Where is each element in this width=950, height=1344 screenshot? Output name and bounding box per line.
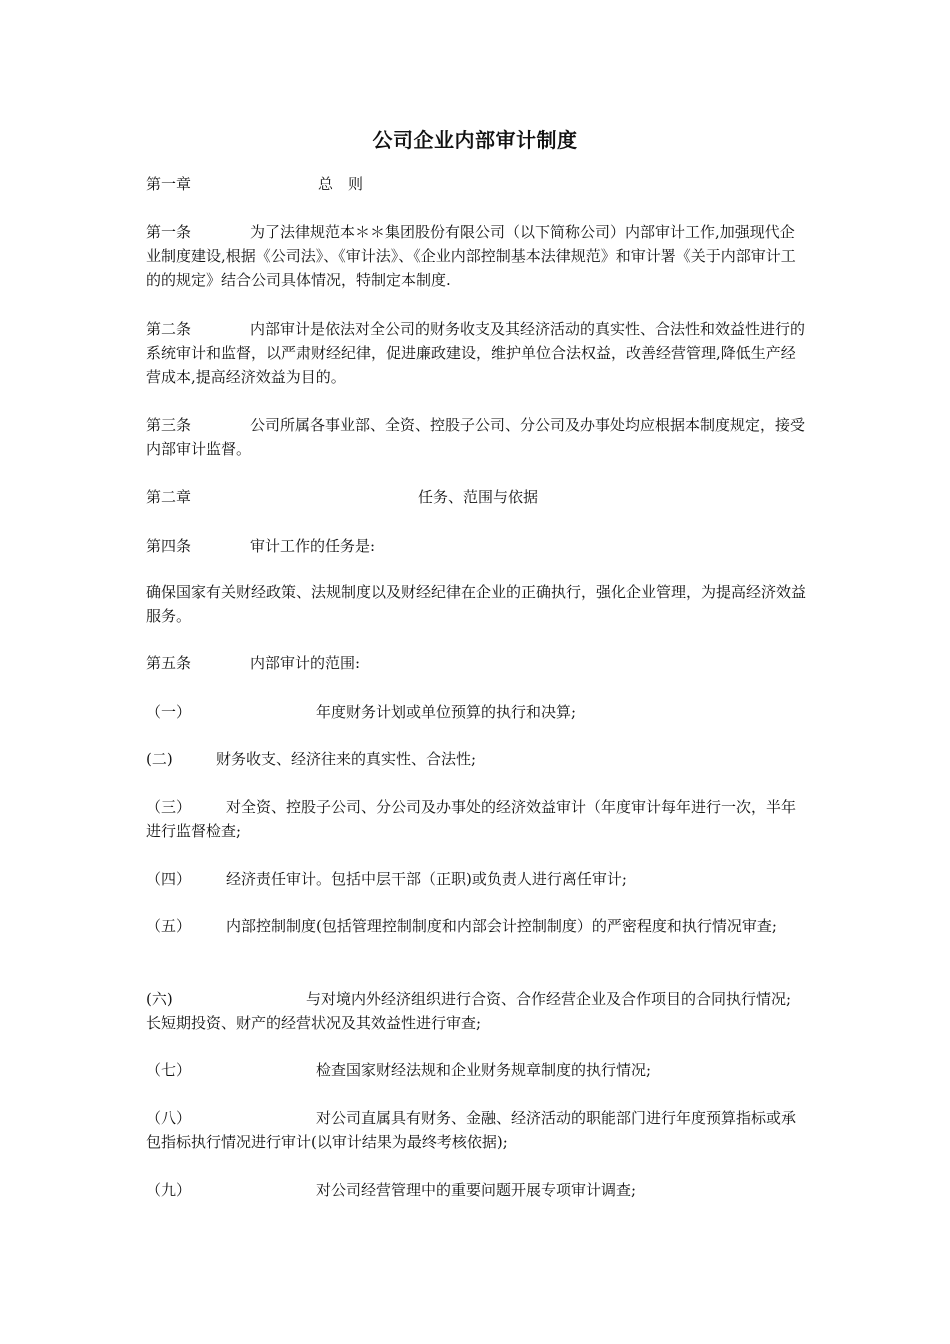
item-7-label: （七） [146, 1061, 192, 1079]
article-5-text: 内部审计的范围: [250, 654, 361, 672]
article-3-label: 第三条 [146, 416, 192, 434]
chapter-1-heading [146, 172, 363, 196]
document-title: 公司企业内部审计制度 [372, 128, 578, 152]
item-9-text: 对公司经营管理中的重要问题开展专项审计调查; [316, 1181, 637, 1199]
item-4-label: （四） [146, 870, 192, 888]
article-1-label: 第一条 [146, 223, 192, 241]
item-1-label: （一） [146, 703, 192, 721]
item-9-label: （九） [146, 1181, 192, 1199]
item-8-label: （八） [146, 1109, 192, 1127]
article-2 [146, 317, 806, 389]
article-3 [146, 413, 806, 461]
article-1-text: 为了法律规范本＊＊集团股份有限公司（以下简称公司）内部审计工作,加强现代企业制度建设,根据《公司法》、《审计法》、《企业内部控制基本法律规范》和审计署《关于内部审计工的的规定》结合公司具体情况，特制定本制度. [146, 223, 796, 289]
article-1 [146, 220, 806, 292]
chapter-2-title: 任务、范围与依据 [418, 488, 539, 506]
list-item [146, 700, 576, 724]
list-item [146, 914, 806, 938]
article-4-label: 第四条 [146, 537, 192, 555]
item-3-text: 对全资、控股子公司、分公司及办事处的经济效益审计（年度审计每年进行一次，半年进行监督检查; [146, 798, 797, 840]
article-5-label: 第五条 [146, 654, 192, 672]
list-item [146, 987, 806, 1035]
article-2-text: 内部审计是依法对全公司的财务收支及其经济活动的真实性、合法性和效益性进行的系统审计和监督，以严肃财经纪律，促进廉政建设，维护单位合法权益，改善经营管理,降低生产经营成本,提高经济效益为目的。 [146, 320, 806, 386]
list-item [146, 747, 476, 771]
article-5 [146, 651, 360, 675]
item-5-label: （五） [146, 917, 192, 935]
item-5-text: 内部控制制度(包括管理控制制度和内部会计控制制度）的严密程度和执行情况审查; [226, 917, 777, 935]
chapter-2-heading [146, 485, 538, 509]
item-3-label: （三） [146, 798, 192, 816]
article-4-text: 审计工作的任务是: [250, 537, 376, 555]
list-item [146, 867, 627, 891]
list-item [146, 1106, 806, 1154]
chapter-1-label: 第一章 [146, 175, 192, 193]
item-1-text: 年度财务计划或单位预算的执行和决算; [316, 703, 577, 721]
item-2-label: (二) [146, 750, 173, 768]
article-4 [146, 534, 375, 558]
chapter-2-label: 第二章 [146, 488, 192, 506]
list-item [146, 795, 806, 843]
chapter-1-title: 总 则 [318, 175, 364, 193]
item-2-text: 财务收支、经济往来的真实性、合法性; [216, 750, 477, 768]
item-7-text: 检查国家财经法规和企业财务规章制度的执行情况; [316, 1061, 652, 1079]
article-2-label: 第二条 [146, 320, 192, 338]
item-8-text: 对公司直属具有财务、金融、经济活动的职能部门进行年度预算指标或承包指标执行情况进行审计(以审计结果为最终考核依据); [146, 1109, 797, 1151]
item-4-text: 经济责任审计。包括中层干部（正职)或负责人进行离任审计; [226, 870, 627, 888]
task-paragraph: 确保国家有关财经政策、法规制度以及财经纪律在企业的正确执行，强化企业管理，为提高经济效益服务。 [146, 583, 807, 625]
item-6-text: 与对境内外经济组织进行合资、合作经营企业及合作项目的合同执行情况;长短期投资、财产的经营状况及其效益性进行审查; [146, 990, 792, 1032]
item-6-label: (六) [146, 990, 173, 1008]
list-item [146, 1058, 651, 1082]
article-3-text: 公司所属各事业部、全资、控股子公司、分公司及办事处均应根据本制度规定，接受内部审计监督。 [146, 416, 806, 458]
list-item [146, 1178, 636, 1202]
